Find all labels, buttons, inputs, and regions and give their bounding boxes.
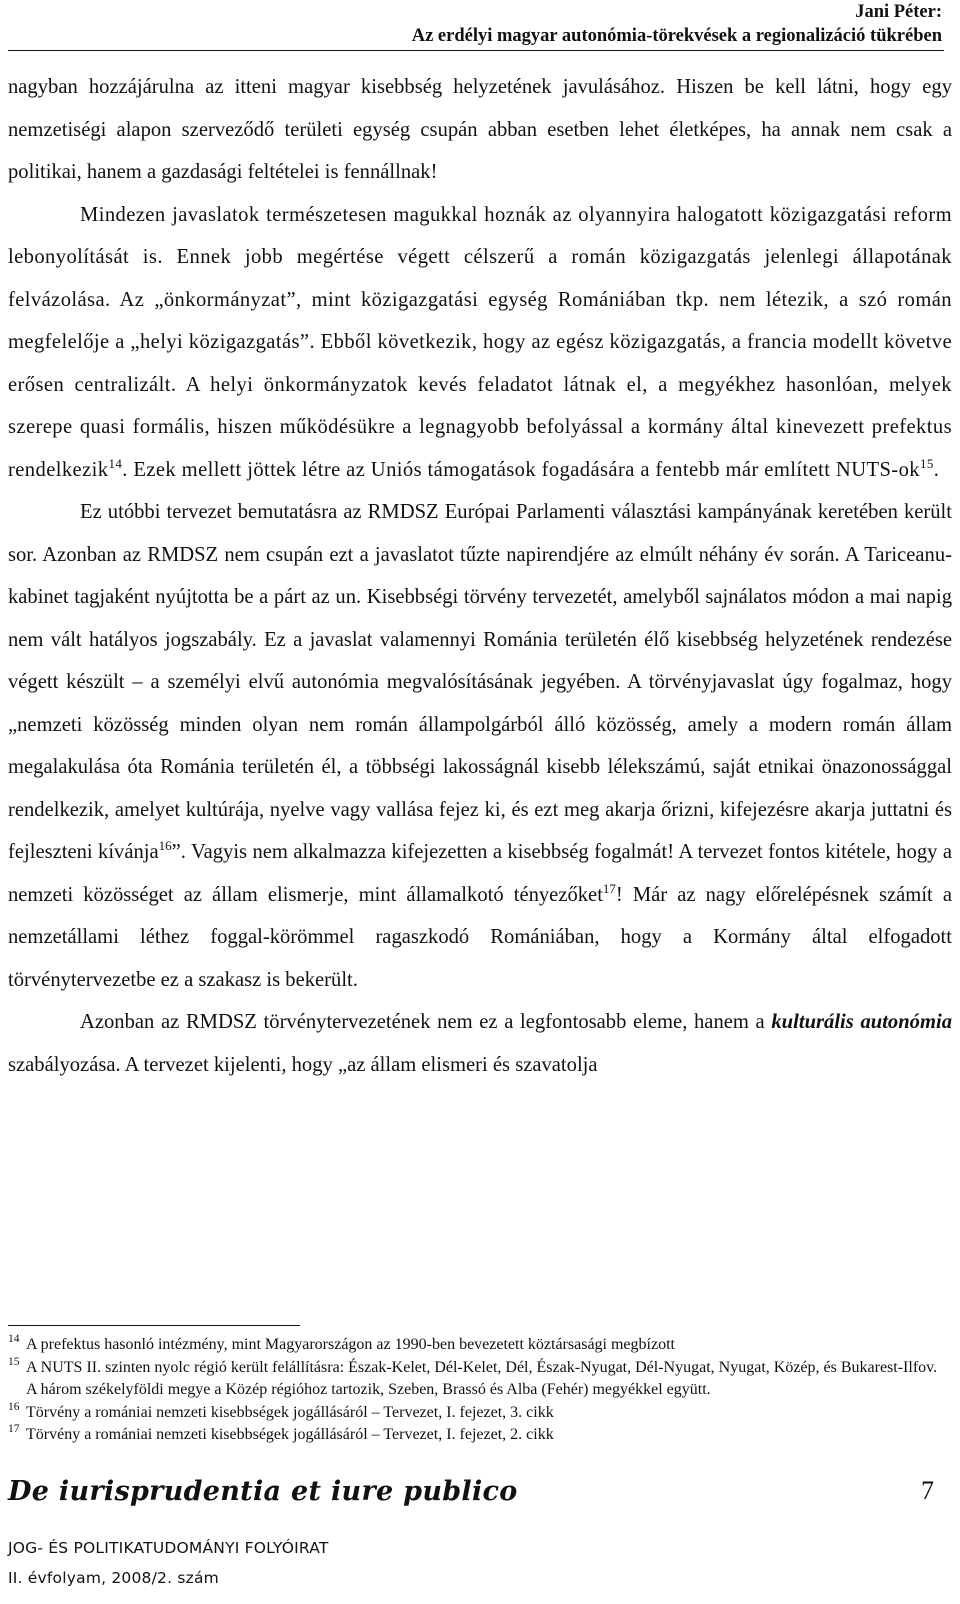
footnote-divider — [8, 1325, 300, 1326]
footnote-text: A NUTS II. szinten nyolc régió került felállításra: Észak-Kelet, Dél-Kelet, Dél, Észak-Nyugat, Dél-Nyugat, Nyugat, Közép, és Bukarest-Ilfov. A három székelyföldi megye a Közép régióhoz tartozik, Szeben, Brassó és Alba (Fehér) megyékkel együtt. — [26, 1358, 938, 1398]
footnote-text: Törvény a romániai nemzeti kisebbségek jogállásáról – Tervezet, I. fejezet, 2. cikk — [26, 1426, 554, 1443]
paragraph-2-text-b: . Ezek mellett jöttek létre az Uniós támogatások fogadására a fentebb már említett NUTS-ok — [122, 458, 920, 481]
footnote-ref-14[interactable]: 14 — [108, 455, 123, 471]
header-title: Az erdélyi magyar autonómia-törekvések a regionalizáció tükrében — [411, 26, 942, 46]
footnote-ref-17[interactable]: 17 — [602, 880, 616, 896]
article-body — [8, 66, 952, 1086]
header-divider — [8, 50, 944, 51]
paragraph-2 — [8, 194, 952, 492]
paragraph-2-text-c: . — [933, 458, 940, 481]
journal-issue: II. évfolyam, 2008/2. szám — [8, 1569, 219, 1587]
footnote-ref-15[interactable]: 15 — [919, 455, 934, 471]
footnote-number: 15 — [8, 1355, 20, 1368]
paragraph-3 — [8, 491, 952, 1001]
footnote-text: Törvény a romániai nemzeti kisebbségek jogállásáról – Tervezet, I. fejezet, 3. cikk — [26, 1403, 554, 1421]
running-header — [412, 0, 942, 48]
header-author: Jani Péter: — [855, 2, 942, 22]
paragraph-4-text-a: Azonban az RMDSZ törvénytervezetének nem ez a legfontosabb eleme, hanem a — [80, 1011, 772, 1033]
footnote-item — [8, 1334, 948, 1357]
footnote-text: A prefektus hasonló intézmény, mint Magyarországon az 1990-ben bevezetett köztársasági megbízott — [26, 1336, 675, 1353]
paragraph-1 — [8, 66, 952, 194]
footnotes — [8, 1334, 948, 1447]
journal-title: De iurisprudentia et iure publico — [8, 1476, 518, 1507]
footnote-number: 14 — [8, 1333, 20, 1345]
footnote-number: 16 — [8, 1400, 20, 1413]
paragraph-2-text-a: Mindezen javaslatok természetesen magukkal hoznák az olyannyira halogatott közigazgatási reform lebonyolítását is. Ennek jobb megértése végett célszerű a román közigazgatás jelenlegi állapotának felvázolása. Az „önkormányzat”, mint közigazgatási egység Romániában tkp. nem létezik, a szó román megfelelője a „helyi közigazgatás”. Ebből következik, hogy az egész közigazgatás, a francia modellt követve erősen centralizált. A helyi önkormányzatok kevés feladatot látnak el, a megyékhez hasonlóan, melyek szerepe quasi formális, hiszen működésükre a legnagyobb befolyással a kormány által kinevezett prefektus rendelkezik — [8, 203, 952, 481]
paragraph-1-text: nagyban hozzájárulna az itteni magyar kisebbség helyzetének javulásához. Hiszen be kell látni, hogy egy nemzetiségi alapon szerveződő területi egység csupán abban esetben lehet életképes, ha annak nem csak a politikai, hanem a gazdasági feltételei is fennállnak! — [8, 76, 952, 183]
paragraph-3-text-b: ”. Vagyis nem alkalmazza kifejezetten a kisebbség fogalmát! A tervezet fontos kitétele, hogy a nemzeti közösséget az állam elismerje, mint államalkotó tényezőket — [8, 841, 952, 906]
footnote-item — [8, 1424, 948, 1447]
paragraph-3-text-a: Ez utóbbi tervezet bemutatásra az RMDSZ Európai Parlamenti választási kampányának keretében került sor. Azonban az RMDSZ nem csupán ezt a javaslatot tűzte napirendjére az elmúlt néhány év során. A Tariceanu-kabinet tagjaként nyújtotta be a párt az un. Kisebbségi törvény tervezetét, amelyből sajnálatos módon a mai napig nem vált hatályos jogszabály. Ez a javaslat valamennyi Románia területén élő kisebbség helyzetének rendezése végett készült – a személyi elvű autonómia megvalósításának jegyében. A törvényjavaslat úgy fogalmaz, hogy „nemzeti közösség minden olyan nem román állampolgárból álló közösség, amely a modern román állam megalakulása óta Románia területén él, a többségi lakosságnál kisebb lélekszámú, saját etnikai önazonossággal rendelkezik, amelyet kultúrája, nyelve vagy vallása fejez ki, és ezt meg akarja őrizni, kifejezésre akarja juttatni és fejleszteni kívánja — [8, 501, 952, 863]
footnote-item — [8, 1402, 948, 1425]
footnote-ref-16[interactable]: 16 — [158, 838, 172, 854]
paragraph-4-text-b: szabályozása. A tervezet kijelenti, hogy „az állam elismeri és szavatolja — [8, 1053, 598, 1076]
page-number: 7 — [921, 1476, 934, 1505]
journal-subtitle: JOG- ÉS POLITIKATUDOMÁNYI FOLYÓIRAT — [8, 1539, 329, 1557]
paragraph-4-emphasis: kulturális autonómia — [771, 1011, 953, 1033]
paragraph-3-text-c: ! Már az nagy előrelépésnek számít a nemzetállami léthez foggal-körömmel ragaszkodó Romániában, hogy a Kormány által elfogadott törvénytervezetbe ez a szakasz is bekerült. — [8, 883, 952, 991]
footnote-number: 17 — [8, 1423, 20, 1435]
paragraph-4 — [8, 1001, 952, 1086]
footnote-item — [8, 1357, 948, 1402]
